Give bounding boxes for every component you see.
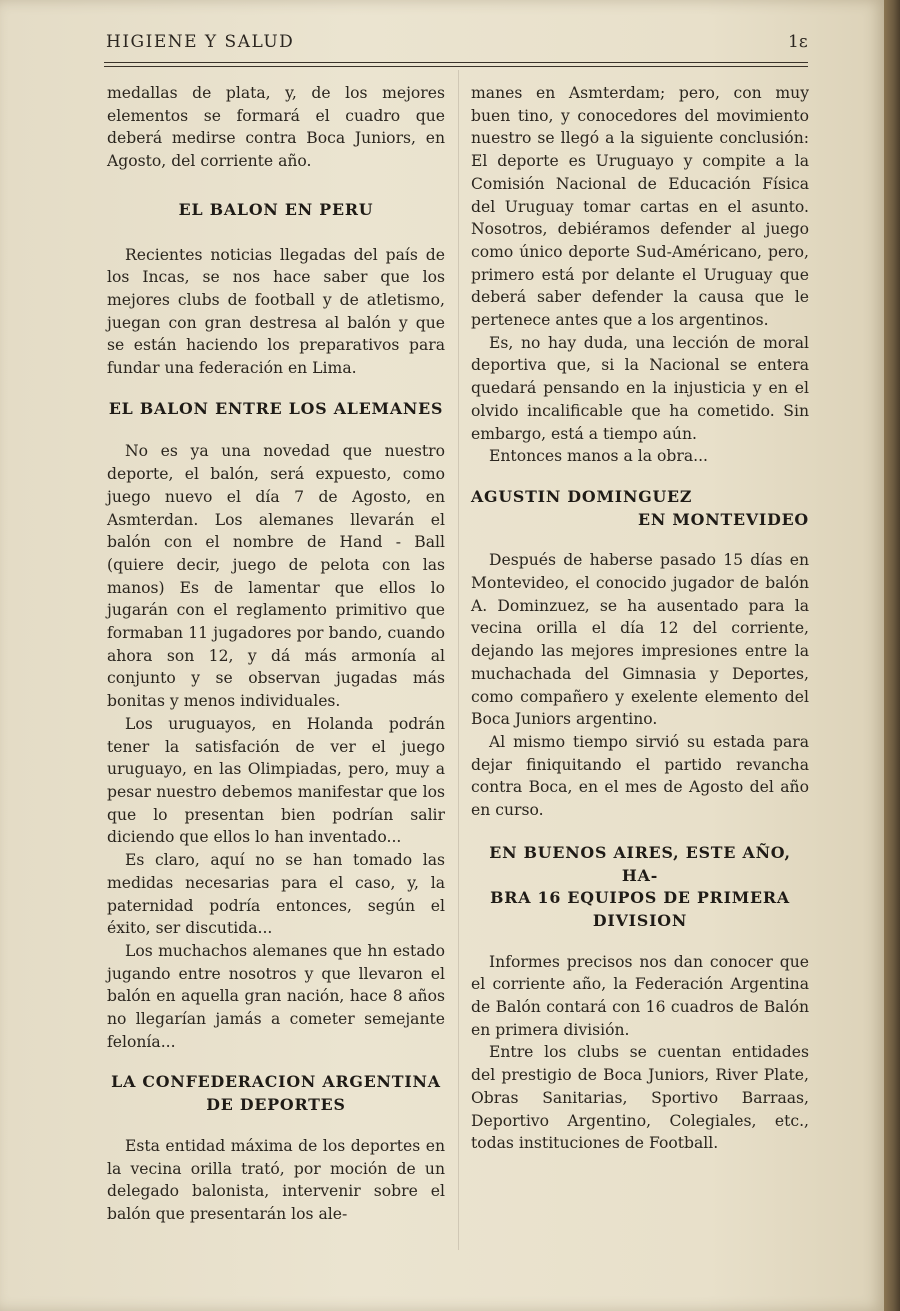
paragraph: Recientes noticias llegadas del país de los Incas, se nos hace saber que los mejores clubs de football y de atletismo, juegan con gran destresa al balón y que se están haciendo los preparativos para fundar una federación en Lima. [107, 245, 445, 378]
paragraph: Los uruguayos, en Holanda podrán tener la satisfación de ver el juego uruguayo, en las Olimpiadas, pero, muy a pesar nuestro debemos manifestar que los que lo presentan bien podrían salir diciendo que ellos lo han inventado... [107, 714, 445, 847]
right-column [471, 82, 809, 1155]
paragraph: Entonces manos a la obra... [489, 447, 709, 466]
section-heading: EL BALON ENTRE LOS ALEMANES [108, 398, 444, 418]
section-heading: AGUSTIN DOMINGUEZ [471, 486, 693, 506]
section-heading-line2: EN MONTEVIDEO [637, 509, 809, 529]
paragraph: Entre los clubs se cuentan entidades del prestigio de Boca Juniors, River Plate, Obras Sanitarias, Sportivo Barraas, Deportivo Argentino, Colegiales, etc., todas instituciones de Football. [471, 1043, 809, 1153]
paragraph: Los muchachos alemanes que hn estado jugando entre nosotros y que llevaron el balón en aquella gran nación, hace 8 años no llegarían jamás a cometer semejante felonía... [107, 941, 445, 1051]
header-rule-top [104, 62, 808, 63]
section-heading-line2: BRA 16 EQUIPOS DE PRIMERA [490, 888, 790, 908]
paragraph: medallas de plata, y, de los mejores elementos se formará el cuadro que deberá medirse contra Boca Juniors, en Agosto, del corriente año. [107, 84, 445, 171]
paragraph: Esta entidad máxima de los deportes en la vecina orilla trató, por moción de un delegado balonista, intervenir sobre el balón que presentarán los ale- [107, 1136, 445, 1223]
paragraph: Al mismo tiempo sirvió su estada para dejar finiquitando el partido revancha contra Boca, en el mes de Agosto del año en curso. [471, 732, 809, 820]
section-heading-line3: DIVISION [592, 910, 688, 930]
section-heading: EN BUENOS AIRES, ESTE AÑO, HA- [489, 842, 791, 885]
paragraph: Informes precisos nos dan conocer que el corriente año, la Federación Argentina de Balón contará con 16 cuadros de Balón en primera división. [471, 952, 809, 1039]
page-edge [884, 0, 900, 1311]
paragraph: No es ya una novedad que nuestro deporte, el balón, será expuesto, como juego nuevo el día 7 de Agosto, en Asmterdan. Los alemanes llevarán el balón con el nombre de Hand - Ball (quiere decir, juego de pelota con las manos) Es de lamentar que ellos lo jugarán con el reglamento primitivo que formaban 11 jugadores por bando, cuando ahora son 12, y dá más armonía al conjunto y se observan jugadas más bonitas y menos individuales. [107, 442, 445, 711]
header-rule-bottom [104, 66, 808, 67]
paragraph: Es, no hay duda, una lección de moral deportiva que, si la Nacional se entera quedará pensando en la injusticia y en el olvido incalificable que ha cometido. Sin embargo, está a tiempo aún. [471, 333, 809, 443]
section-heading: LA CONFEDERACION ARGENTINA [111, 1072, 441, 1092]
paragraph: Es claro, aquí no se han tomado las medidas necesarias para el caso, y, la paternidad podría entonces, según el éxito, ser discutida... [107, 851, 445, 938]
column-divider [458, 70, 459, 1250]
running-header-title: HIGIENE Y SALUD [106, 32, 295, 52]
paragraph: manes en Asmterdam; pero, con muy buen tino, y conocedores del movimiento nuestro se llegó a la siguiente conclusión: El deporte es Uruguayo y compite a la Comisión Nacional de Educación Física del Uruguay tomar cartas en el asunto. Nosotros, debiéramos defender al juego como único deporte Sud-Américano, pero, primero está por delante el Uruguay que deberá saber defender la causa que le pertenece antes que a los argentinos. [471, 84, 809, 330]
section-heading: EL BALON EN PERU [178, 199, 374, 219]
page-number: 1ε [788, 32, 808, 52]
paragraph: Después de haberse pasado 15 días en Montevideo, el conocido jugador de balón A. Dominzuez, se ha ausentado para la vecina orilla el día 12 del corriente, dejando las mejores impresiones entre la muchachada del Gimnasia y Deportes, como compañero y exelente elemento del Boca Juniors argentino. [471, 551, 809, 729]
left-column [107, 82, 445, 1226]
section-heading-line2: DE DEPORTES [206, 1095, 346, 1115]
